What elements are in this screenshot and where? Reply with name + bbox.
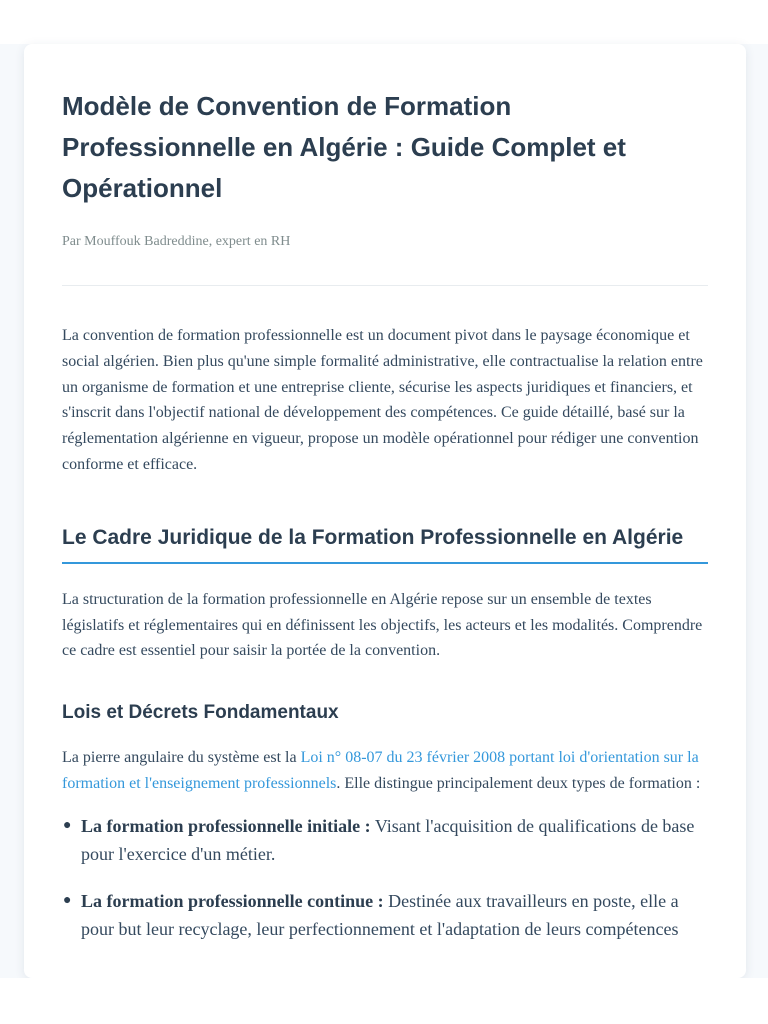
section-heading-legal-framework: Le Cadre Juridique de la Formation Professionnelle en Algérie (62, 525, 708, 564)
training-types-list (62, 812, 708, 944)
title-divider (62, 285, 708, 286)
legal-framework-paragraph: La structuration de la formation professionnelle en Algérie repose sur un ensemble de textes législatifs et réglementaires qui en définissent les objectifs, les acteurs et les modalités. Comprendre ce cadre est essentiel pour saisir la portée de la convention. (62, 590, 703, 660)
intro-paragraph: La convention de formation professionnelle est un document pivot dans le paysage économique et social algérien. Bien plus qu'une simple formalité administrative, elle contractualise la relation entre un organisme de formation et une entreprise cliente, sécurise les aspects juridiques et financiers, et s'inscrit dans l'objectif national de développement des compétences. Ce guide détaillé, basé sur la réglementation algérienne en vigueur, propose un modèle opérationnel pour rédiger une convention conforme et efficace. (62, 327, 703, 473)
list-item (63, 887, 708, 944)
article-content (62, 44, 708, 962)
article-title: Modèle de Convention de Formation Professionnelle en Algérie : Guide Complet et Opérationnel (62, 91, 626, 203)
bullet-icon: ● (63, 892, 72, 908)
intro-section (62, 323, 708, 478)
laws-text-after-link: . Elle distingue principalement deux types de formation : (336, 774, 701, 792)
list-item-term: La formation professionnelle initiale : (81, 815, 371, 836)
list-item-text: Destinée aux travailleurs en poste, elle a pour but leur recyclage, leur perfectionnement et l'adaptation de leurs compétences (81, 890, 679, 940)
article-card (24, 44, 746, 978)
list-item-text: Visant l'acquisition de qualifications de base pour l'exercice d'un métier. (81, 815, 695, 865)
law-08-07-link[interactable]: Loi n° 08-07 du 23 février 2008 portant loi d'orientation sur la formation et l'enseignement professionnels (62, 749, 699, 792)
bottom-bar (0, 978, 768, 1024)
laws-paragraph (62, 745, 708, 797)
laws-text-before-link: La pierre angulaire du système est la (62, 749, 301, 767)
author-line: Par Mouffouk Badreddine, expert en RH (62, 234, 291, 249)
subsection-heading-laws: Lois et Décrets Fondamentaux (62, 702, 339, 724)
top-bar (0, 0, 768, 44)
bullet-icon: ● (63, 817, 72, 833)
list-item (63, 812, 708, 869)
list-item-term: La formation professionnelle continue : (81, 890, 384, 911)
